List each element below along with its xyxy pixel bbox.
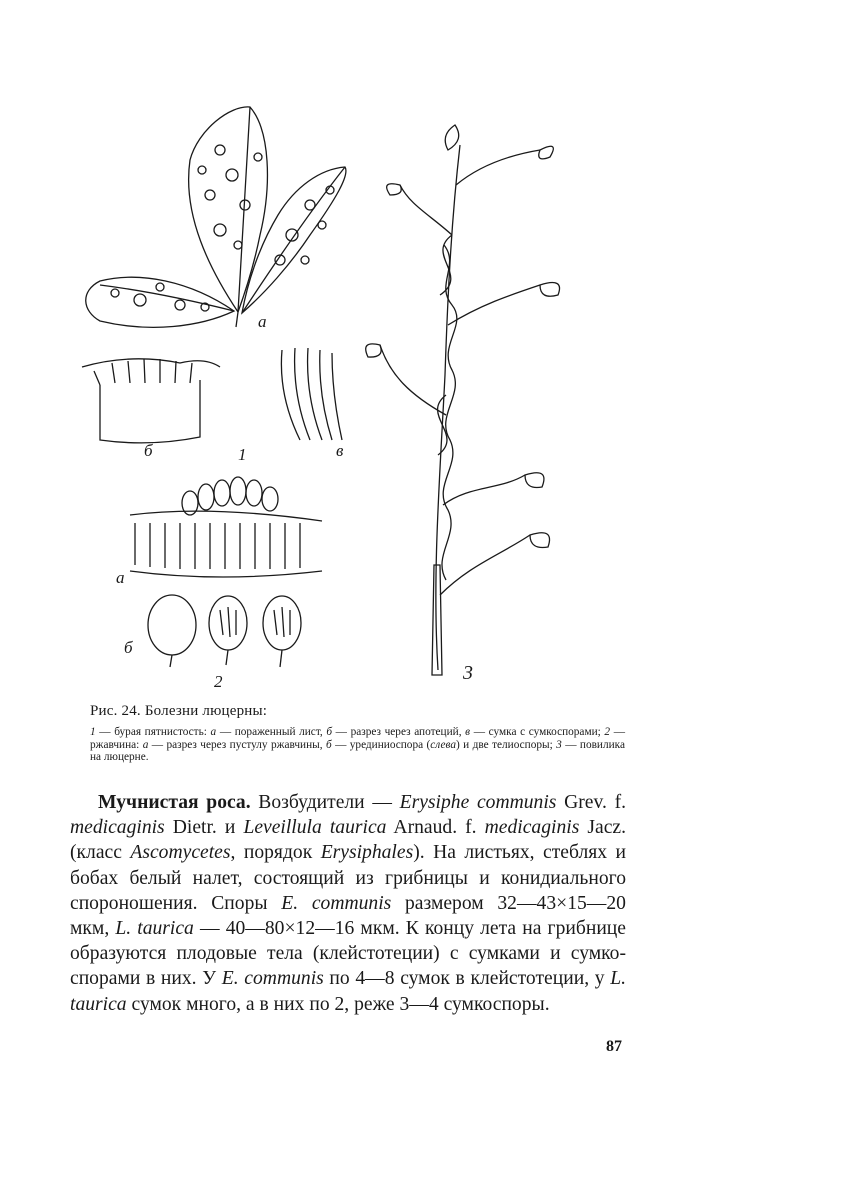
caption-segment: слева: [430, 738, 457, 751]
page-number: 87: [606, 1038, 622, 1055]
caption-segment: — пораженный лист,: [216, 726, 327, 738]
text-run: — 40—80×12—16 мкм. К концу лета на грибнице образуются плодовые тела (клейстотеции) с сумками и сумкоспорами в них. У: [70, 918, 626, 990]
caption-segment: а: [210, 726, 217, 738]
caption-segment: б: [326, 726, 333, 738]
text-run: , порядок: [230, 842, 321, 864]
text-run: Grev. f.: [556, 792, 626, 813]
text-run: Возбудители —: [250, 792, 400, 813]
latin-name: Leveillula taurica: [243, 817, 387, 839]
text-run: сумок много, а в них по 2, реже 3—4 сумкоспоры.: [126, 993, 550, 1015]
text-run: ). На листьях, стеблях и бобах белый налет, состоящий из грибницы и конидиального спороношения. Споры: [70, 842, 627, 914]
rust-spores-illustration: [148, 595, 301, 667]
figure-label-a-top: а: [258, 312, 267, 331]
figure-label-b-left: б: [144, 441, 153, 460]
caption-segment: — урединиоспора (: [331, 738, 431, 751]
caption-segment: — бурая пятнистость:: [95, 726, 211, 738]
caption-segment: — ржавчина:: [90, 726, 626, 751]
figure-caption-legend: [90, 726, 625, 764]
figure-number-1: 1: [238, 445, 247, 464]
latin-name: Erysiphe communis: [399, 792, 557, 813]
caption-segment: б: [325, 738, 332, 751]
ascus-illustration: [281, 348, 342, 440]
section-heading: Мучнистая роса.: [98, 792, 251, 813]
caption-segment: 1: [90, 726, 96, 738]
figure-caption-title: Рис. 24. Болезни люцерны:: [90, 703, 268, 719]
apothecium-section-illustration: [82, 359, 220, 443]
text-run: Dietr. и: [164, 817, 244, 839]
caption-segment: — повилика на люцерне.: [90, 738, 625, 763]
rust-pustule-section-illustration: [130, 477, 322, 577]
caption-segment: — разрез через апотеций,: [332, 726, 466, 738]
body-paragraph: [70, 790, 626, 1017]
body-text: [70, 790, 626, 1017]
caption-segment: 3: [556, 738, 562, 751]
caption-segment: — сумка с сумкоспорами;: [470, 726, 605, 738]
figure-number-3: 3: [463, 662, 473, 684]
text-run: Jacz. (класс: [70, 817, 627, 864]
caption-segment: — разрез через пустулу ржавчины,: [148, 738, 326, 751]
latin-name: L. taurica: [70, 968, 626, 1015]
latin-name: medicaginis: [484, 817, 580, 839]
text-run: по 4—8 сумок в клейстотеции, у: [323, 968, 611, 990]
figure-alfalfa-diseases: [60, 95, 650, 700]
caption-segment: 2: [604, 726, 611, 738]
latin-name: medicaginis: [70, 817, 165, 839]
latin-name: Ascomycetes: [130, 842, 231, 864]
figure-label-b-lower: б: [124, 638, 133, 657]
caption-segment: ) и две телиоспоры;: [456, 738, 557, 751]
figure-number-2: 2: [214, 672, 223, 691]
figure-label-a-mid: а: [116, 568, 125, 587]
caption-segment: в: [465, 726, 471, 738]
affected-leaf-illustration: [86, 107, 346, 327]
text-run: Arnaud. f.: [386, 817, 485, 839]
text-run: размером 32—43×15—20 мкм,: [70, 892, 626, 940]
latin-name: Erysiphales: [320, 842, 414, 864]
caption-segment: а: [142, 738, 149, 751]
figure-label-v-right: в: [336, 441, 344, 460]
dodder-on-alfalfa-illustration: [366, 125, 560, 675]
latin-name: L. taurica: [115, 918, 194, 940]
latin-name: E. communis: [221, 968, 324, 990]
latin-name: E. communis: [281, 892, 392, 914]
